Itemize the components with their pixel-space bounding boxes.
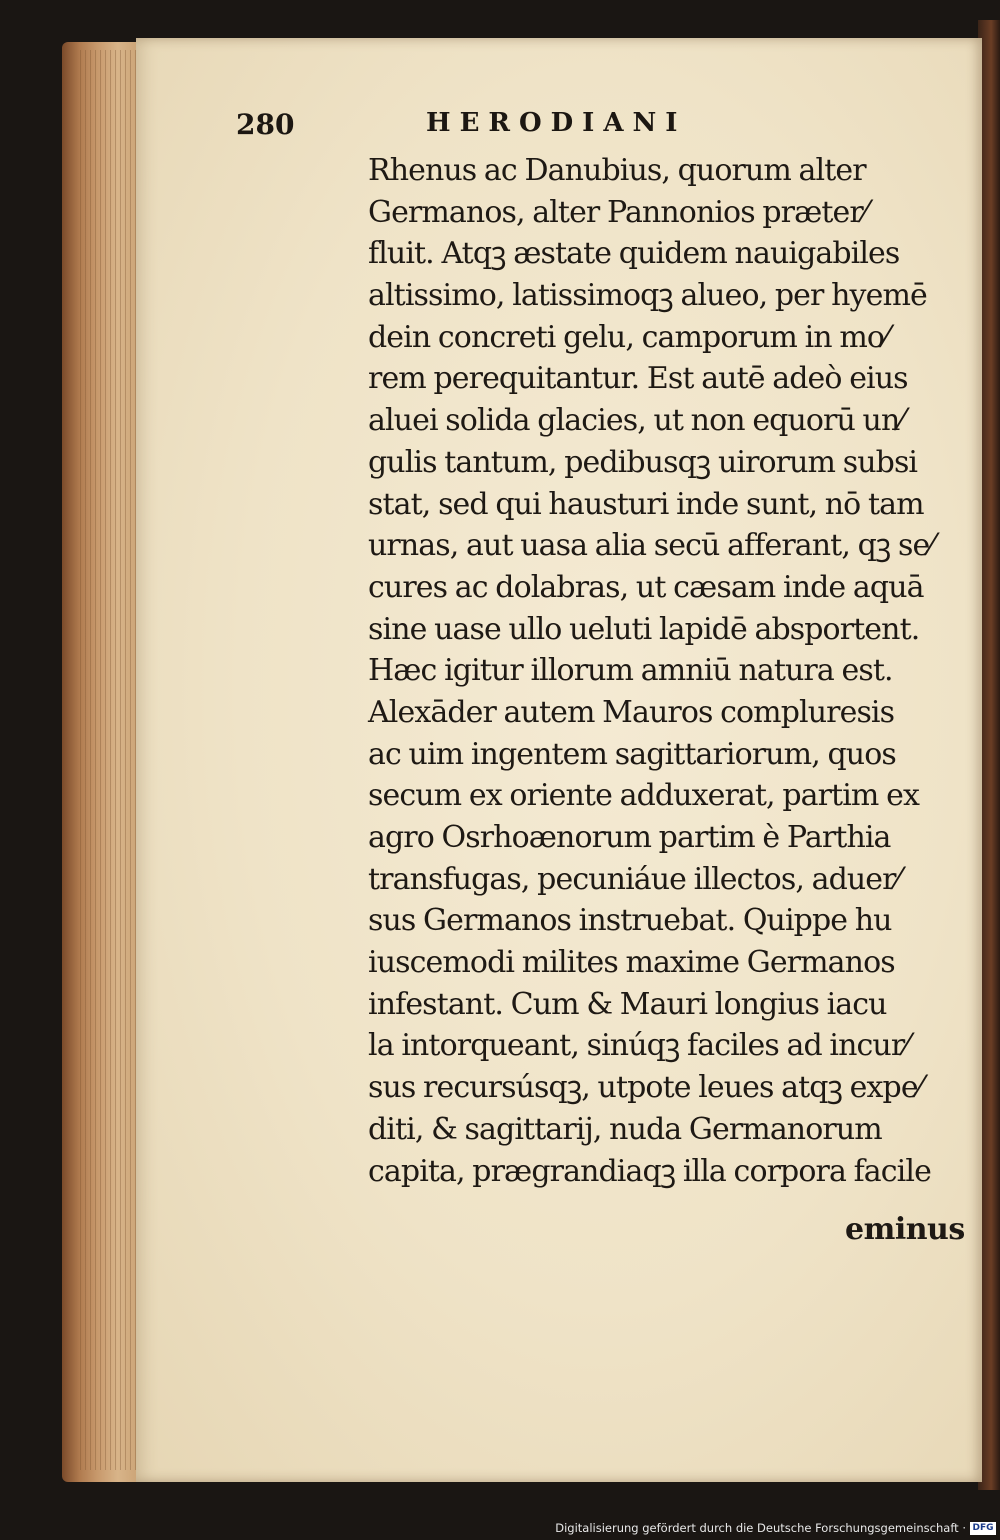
dfg-logo: DFG	[970, 1522, 996, 1535]
text-line: stat, sed qui hausturi inde sunt, nō tam	[368, 486, 924, 522]
text-line: capita, prægrandiaqꝫ illa corpora facile	[368, 1153, 931, 1189]
running-title: HERODIANI	[426, 108, 687, 138]
text-line: Rhenus ac Danubius, quorum alter	[368, 153, 866, 188]
text-line: la intorqueant, sinúqꝫ faciles ad incur⁄	[368, 1028, 909, 1064]
text-line: iuscemodi milites maxime Germanos	[368, 945, 895, 981]
text-line: infestant. Cum & Mauri longius iacu	[368, 986, 887, 1022]
page-number: 280	[236, 108, 295, 141]
text-line: rem perequitantur. Est autē adeò eius	[368, 361, 908, 397]
text-line: sus recursúsqꝫ, utpote leues atqꝫ expe⁄	[368, 1070, 922, 1106]
running-head	[236, 108, 856, 148]
footer-credit: Digitalisierung gefördert durch die Deutsche Forschungsgemeinschaft ·	[555, 1521, 966, 1535]
text-line: Alexāder autem Mauros compluresis	[368, 694, 895, 730]
page-stack-lines	[80, 50, 136, 1470]
text-line: Hæc igitur illorum amniū natura est.	[368, 653, 893, 689]
text-line: dein concreti gelu, camporum in mo⁄	[368, 319, 889, 355]
text-line: sine uase ullo ueluti lapidē absportent.	[368, 611, 920, 647]
text-line: cures ac dolabras, ut cæsam inde aquā	[368, 569, 924, 605]
text-line: gulis tantum, pedibusqꝫ uirorum subsi	[368, 444, 918, 480]
text-line: sus Germanos instruebat. Quippe hu	[368, 903, 892, 939]
text-line: agro Osrhoænorum partim è Parthia	[368, 820, 891, 855]
text-line: transfugas, pecuniáue illectos, aduer⁄	[368, 861, 900, 897]
text-line: ac uim ingentem sagittariorum, quos	[368, 736, 896, 772]
text-line: diti, & sagittarij, nuda Germanorum	[368, 1111, 882, 1147]
text-block	[368, 150, 970, 1192]
text-line: aluei solida glacies, ut non equorū un⁄	[368, 403, 904, 439]
text-line: altissimo, latissimoqꝫ alueo, per hyemē	[368, 278, 927, 314]
catchword: eminus	[845, 1212, 965, 1247]
text-line: urnas, aut uasa alia secū afferant, qꝫ se⁄	[368, 528, 934, 564]
text-line: fluit. Atqꝫ æstate quidem nauigabiles	[368, 236, 900, 272]
text-line: Germanos, alter Pannonios præter⁄	[368, 194, 867, 230]
text-line: secum ex oriente adduxerat, partim ex	[368, 778, 919, 814]
